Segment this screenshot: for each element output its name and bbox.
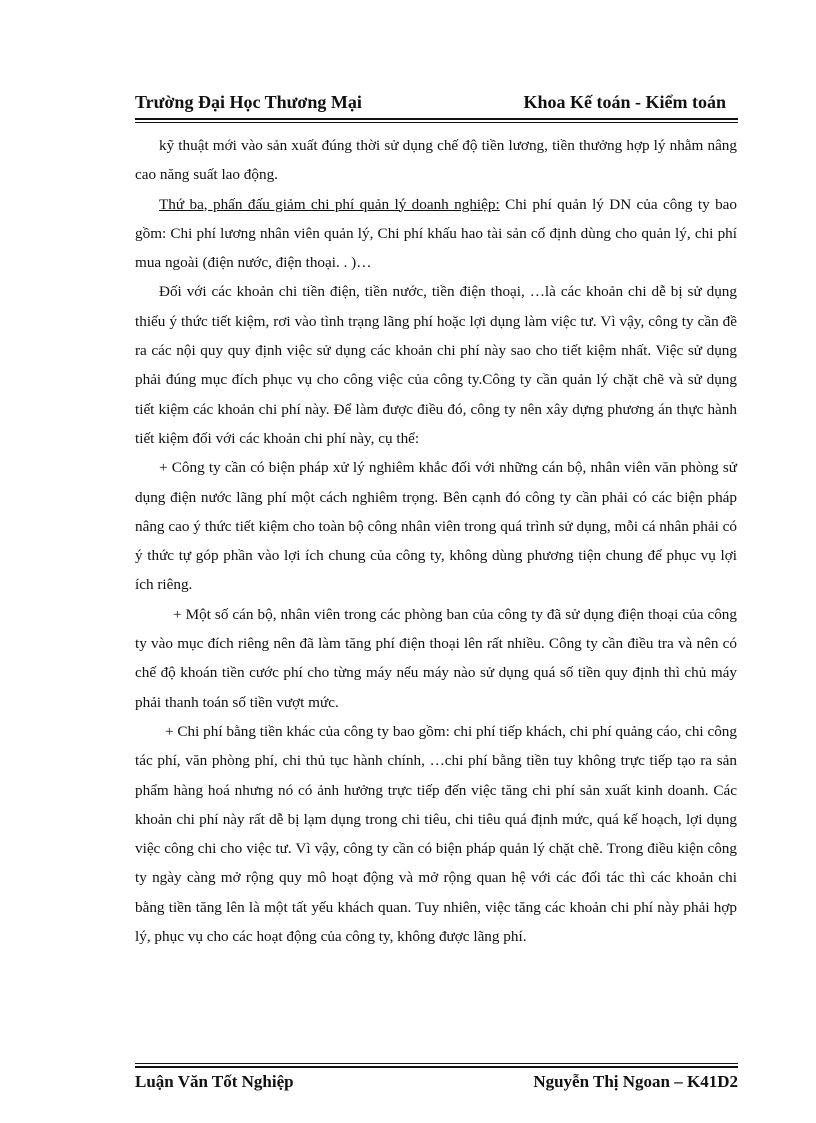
paragraph-3: Đối với các khoản chi tiền điện, tiền nước, tiền điện thoại, …là các khoản chi dễ bị sử dụng thiếu ý thức tiết kiệm, rơi vào tình trạng lãng phí hoặc lợi dụng làm việc tư. Vì vậy, công ty cần đề ra các nội quy quy định việc sử dụng các khoản chi phí này sao cho tiết kiệm nhất. Việc sử dụng phải đúng mục đích phục vụ cho công việc của công ty.Công ty cần quản lý chặt chẽ và sử dụng tiết kiệm các khoản chi phí này. Để làm được điều đó, công ty nên xây dựng phương án thực hành tiết kiệm đối với các khoản chi phí này, cụ thể: xyxy=(135,283,737,447)
footer-author: Nguyễn Thị Ngoan – K41D2 xyxy=(533,1072,738,1091)
paragraph-2-body: Chi phí quản lý DN của công ty bao gồm: Chi phí lương nhân viên quản lý, Chi phí khấu hao tài sản cố định dùng cho quản lý, chi phí mua ngoài (điện nước, điện thoại. . )… xyxy=(135,195,737,272)
page-header xyxy=(135,90,738,118)
header-faculty: Khoa Kế toán - Kiểm toán xyxy=(523,92,726,112)
paragraph-4: + Công ty cần có biện pháp xử lý nghiêm khắc đối với những cán bộ, nhân viên văn phòng sử dụng điện nước lãng phí một cách nghiêm trọng. Bên cạnh đó công ty cần phải có các biện pháp nâng cao ý thức tiết kiệm cho toàn bộ công nhân viên trong quá trình sử dụng, mỗi cá nhân phải có ý thức tự góp phần vào lợi ích chung của công ty, không dùng phương tiện chung để phục vụ lợi ích riêng. xyxy=(135,459,737,594)
paragraph-6: + Chi phí bằng tiền khác của công ty bao gồm: chi phí tiếp khách, chi phí quảng cáo, chi công tác phí, văn phòng phí, chi thủ tục hành chính, …chi phí bằng tiền tuy không trực tiếp tạo ra sản phẩm hàng hoá nhưng nó có ảnh hưởng trực tiếp đến việc tăng chi phí sản xuất kinh doanh. Các khoản chi phí này rất dễ bị lạm dụng trong chi tiêu, chi tiêu quá định mức, quá kế hoạch, lợi dụng việc công chi cho việc tư. Vì vậy, công ty cần có biện pháp quản lý chặt chẽ. Trong điều kiện công ty ngày càng mở rộng quy mô hoạt động và mở rộng quan hệ với các đối tác thì các khoản chi bằng tiền tăng lên là một tất yếu khách quan. Tuy nhiên, việc tăng các khoản chi phí này phải hợp lý, phục vụ cho các hoạt động của công ty, không được lãng phí. xyxy=(135,722,737,946)
section-heading: Thứ ba, phấn đấu giảm chi phí quản lý doanh nghiệp: xyxy=(159,195,500,213)
paragraph-2 xyxy=(135,190,737,278)
footer-divider-thin xyxy=(135,1063,738,1064)
footer-divider xyxy=(135,1066,738,1068)
paragraph-5: + Một số cán bộ, nhân viên trong các phòng ban của công ty đã sử dụng điện thoại của công ty vào mục đích riêng nên đã làm tăng phí điện thoại lên rất nhiều. Công ty cần điều tra và nên có chế độ khoán tiền cước phí cho từng máy nếu máy nào sử dụng quá số tiền quy định thì chủ máy phải thanh toán số tiền vượt mức. xyxy=(135,605,737,711)
header-divider xyxy=(135,118,738,120)
header-university: Trường Đại Học Thương Mại xyxy=(135,92,362,112)
document-body xyxy=(135,131,737,951)
page-footer xyxy=(135,1070,738,1094)
paragraph-1: kỹ thuật mới vào sản xuất đúng thời sử dụng chế độ tiền lương, tiền thưởng hợp lý nhằm nâng cao năng suất lao động. xyxy=(135,137,737,184)
footer-thesis-label: Luận Văn Tốt Nghiệp xyxy=(135,1072,294,1091)
header-divider-thin xyxy=(135,122,738,123)
